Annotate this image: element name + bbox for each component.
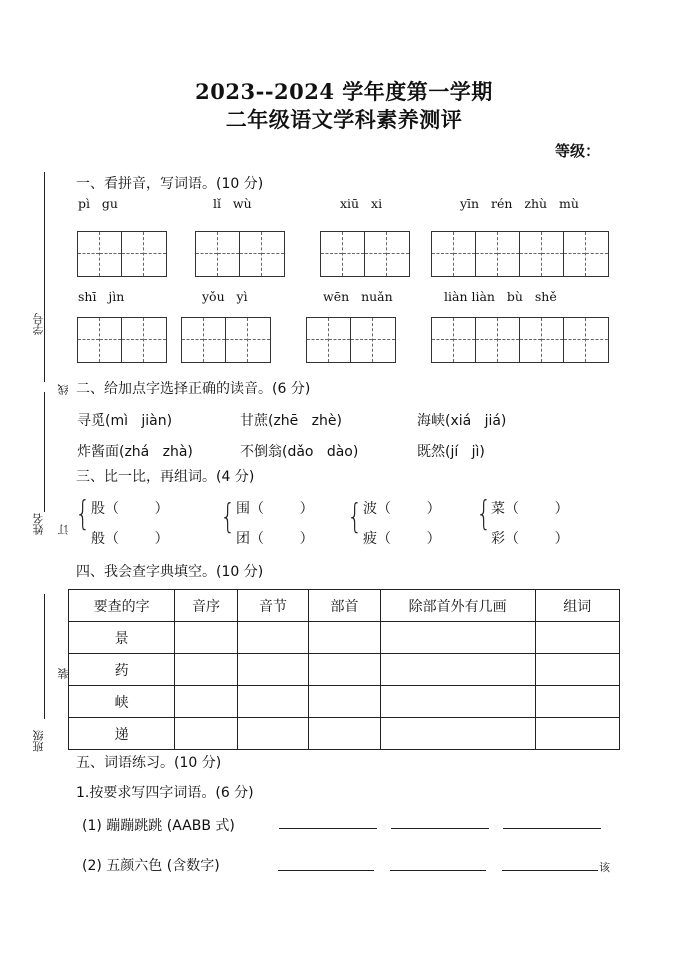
table-answer-cell[interactable] [175, 622, 238, 654]
q1-grid-7[interactable] [306, 317, 396, 363]
table-row [69, 718, 620, 750]
table-header-cell: 音序 [175, 590, 238, 622]
q3-pair4-bottom[interactable]: 彩（ ） [491, 531, 569, 547]
q5-item2-blank-3[interactable] [502, 870, 598, 871]
table-header-row [69, 590, 620, 622]
q3-pair4-top[interactable]: 菜（ ） [491, 501, 569, 517]
q3-pair3-top[interactable]: 波（ ） [363, 501, 441, 517]
student-no-label: 学号 [32, 313, 45, 335]
table-answer-cell[interactable] [237, 622, 309, 654]
q2-item-5[interactable]: 不倒翁(dǎo dào) [240, 444, 359, 460]
q1-pinyin-5: shī jìn [78, 289, 125, 304]
page-title-line2: 二年级语文学科素养测评 [225, 107, 463, 132]
q2-item-1[interactable]: 寻觅(mì jiàn) [77, 413, 173, 429]
q1-grid-5[interactable] [77, 317, 167, 363]
grade-label: 等级： [554, 142, 600, 160]
q1-grid-6[interactable] [181, 317, 271, 363]
q1-pinyin-2: lǐ wù [213, 196, 252, 211]
q1-pinyin-8: liàn liàn bù shě [444, 289, 557, 304]
table-header-cell: 组词 [535, 590, 619, 622]
q5-item-1: (1) 蹦蹦跳跳 (AABB 式) [82, 818, 235, 834]
q3-pair3-bottom[interactable]: 疲（ ） [363, 531, 441, 547]
q1-pinyin-4: yīn rén zhù mù [460, 196, 579, 211]
table-answer-cell[interactable] [535, 718, 619, 750]
table-char-cell: 景 [69, 622, 175, 654]
q5-item1-blank-3[interactable] [503, 828, 601, 829]
table-answer-cell[interactable] [175, 654, 238, 686]
q3-brace-3: { [347, 497, 363, 537]
q3-title: 三、比一比，再组词。(4 分) [76, 469, 255, 485]
q3-pair1-bottom[interactable]: 般（ ） [91, 531, 169, 547]
table-answer-cell[interactable] [309, 622, 381, 654]
q5-item2-blank-1[interactable] [278, 870, 374, 871]
table-answer-cell[interactable] [309, 686, 381, 718]
table-char-cell: 峡 [69, 686, 175, 718]
q5-sub1: 1.按要求写四字词语。(6 分) [76, 785, 254, 801]
table-answer-cell[interactable] [380, 718, 535, 750]
q5-item2-blank-2[interactable] [390, 870, 486, 871]
q4-title: 四、我会查字典填空。(10 分) [76, 564, 264, 580]
q1-grid-8[interactable] [431, 317, 609, 363]
dictionary-table [68, 589, 620, 750]
q3-brace-4: { [476, 494, 492, 534]
table-header-cell: 除部首外有几画 [380, 590, 535, 622]
table-answer-cell[interactable] [380, 654, 535, 686]
table-header-cell: 部首 [309, 590, 381, 622]
table-answer-cell[interactable] [175, 718, 238, 750]
q3-brace-2: { [220, 497, 236, 537]
q1-pinyin-1: pì gu [78, 196, 118, 211]
q2-title: 二、给加点字选择正确的读音。(6 分) [76, 381, 311, 397]
name-label: 姓名 [32, 513, 45, 535]
table-answer-cell[interactable] [175, 686, 238, 718]
q3-pair2-bottom[interactable]: 团（ ） [236, 531, 314, 547]
q2-item-6[interactable]: 既然(jí jì) [417, 444, 485, 460]
table-char-cell: 递 [69, 718, 175, 750]
page-title-line1: 2023--2024 学年度第一学期 [195, 79, 493, 104]
table-row [69, 686, 620, 718]
q2-item-3[interactable]: 海峡(xiá jiá) [417, 413, 507, 429]
q1-grid-3[interactable] [320, 231, 410, 277]
table-header-cell: 要查的字 [69, 590, 175, 622]
q3-brace-1: { [75, 494, 91, 534]
q5-item-2: (2) 五颜六色 (含数字) [82, 858, 220, 874]
table-answer-cell[interactable] [309, 654, 381, 686]
table-row [69, 654, 620, 686]
table-answer-cell[interactable] [380, 686, 535, 718]
table-answer-cell[interactable] [237, 654, 309, 686]
q3-pair2-top[interactable]: 围（ ） [236, 501, 314, 517]
class-label: 班级 [32, 730, 45, 752]
table-answer-cell[interactable] [237, 718, 309, 750]
q2-item-2[interactable]: 甘蔗(zhē zhè) [240, 413, 342, 429]
q1-pinyin-6: yǒu yì [202, 289, 248, 304]
binding-line-top [44, 172, 45, 382]
table-answer-cell[interactable] [309, 718, 381, 750]
q1-grid-4[interactable] [431, 231, 609, 277]
q5-item1-blank-2[interactable] [391, 828, 489, 829]
binding-ding-char: 订 [57, 524, 70, 535]
q1-pinyin-3: xiū xi [340, 196, 383, 211]
binding-line-char: 线 [57, 384, 70, 395]
table-answer-cell[interactable] [535, 686, 619, 718]
q5-item1-blank-1[interactable] [279, 828, 377, 829]
table-row [69, 622, 620, 654]
table-answer-cell[interactable] [535, 654, 619, 686]
q5-title: 五、词语练习。(10 分) [76, 755, 222, 771]
table-answer-cell[interactable] [237, 686, 309, 718]
q1-grid-1[interactable] [77, 231, 167, 277]
q5-trailing-char: 该 [599, 861, 610, 874]
table-char-cell: 药 [69, 654, 175, 686]
q3-pair1-top[interactable]: 股（ ） [91, 501, 169, 517]
table-header-cell: 音节 [237, 590, 309, 622]
q1-title: 一、看拼音，写词语。(10 分) [76, 176, 264, 192]
q2-item-4[interactable]: 炸酱面(zhá zhà) [77, 444, 193, 460]
binding-zhuang-char: 装 [57, 668, 70, 679]
q1-pinyin-7: wēn nuǎn [323, 289, 393, 304]
binding-line-mid [44, 392, 45, 512]
q1-grid-2[interactable] [195, 231, 285, 277]
binding-line-bottom [44, 594, 45, 719]
table-answer-cell[interactable] [380, 622, 535, 654]
table-answer-cell[interactable] [535, 622, 619, 654]
